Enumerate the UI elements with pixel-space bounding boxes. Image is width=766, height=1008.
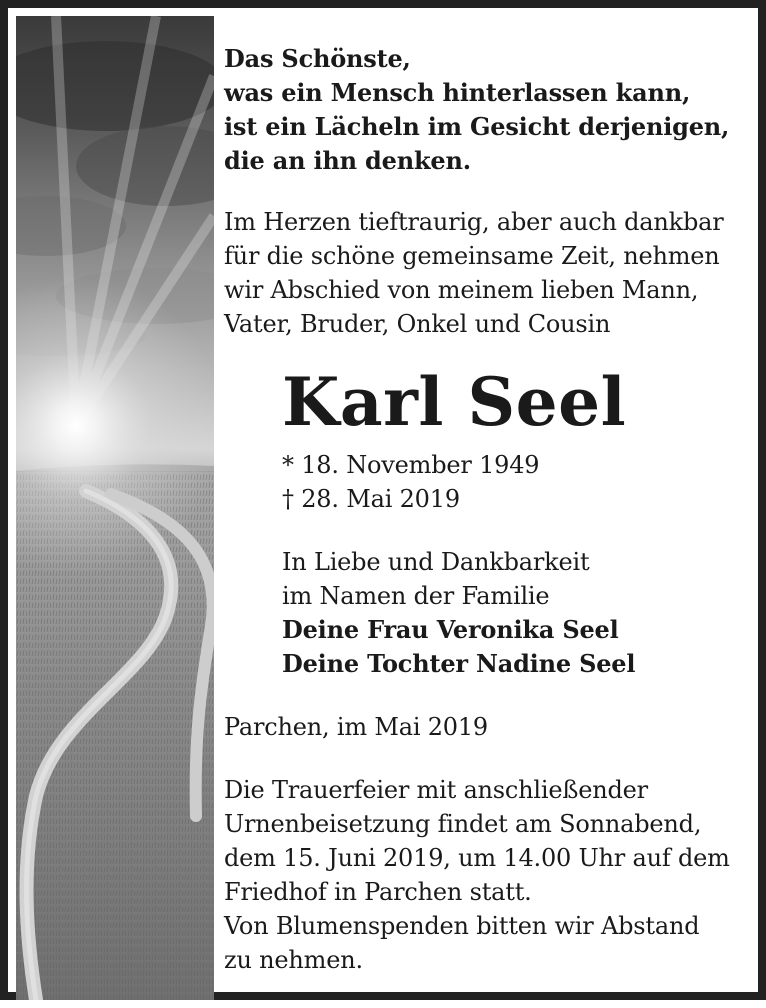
- funeral-line-4: Friedhof in Parchen statt.: [224, 878, 532, 906]
- field-path-photo: [16, 16, 214, 1000]
- quote-line-2: was ein Mensch hinterlassen kann,: [224, 78, 691, 107]
- quote-line-4: die an ihn denken.: [224, 146, 471, 175]
- intro-line-3: wir Abschied von meinem lieben Mann,: [224, 276, 699, 304]
- notice-text: [224, 8, 764, 1008]
- funeral-line-2: Urnenbeisetzung findet am Sonnabend,: [224, 810, 702, 838]
- mourner-name-2: Deine Tochter Nadine Seel: [282, 649, 636, 678]
- intro-line-1: Im Herzen tieftraurig, aber auch dankbar: [224, 208, 724, 236]
- funeral-line-1: Die Trauerfeier mit anschließender: [224, 776, 648, 804]
- birth-date: * 18. November 1949: [282, 451, 540, 479]
- mourner-name-1: Deine Frau Veronika Seel: [282, 615, 619, 644]
- sunrise-field-image: [16, 16, 214, 1000]
- funeral-line-3: dem 15. Juni 2019, um 14.00 Uhr auf dem: [224, 844, 730, 872]
- intro-line-2: für die schöne gemeinsame Zeit, nehmen: [224, 242, 720, 270]
- quote-line-1: Das Schönste,: [224, 44, 411, 73]
- place-date: Parchen, im Mai 2019: [224, 713, 488, 741]
- deceased-name: Karl Seel: [282, 363, 627, 441]
- mourners-line-2: im Namen der Familie: [282, 582, 550, 610]
- quote-line-3: ist ein Lächeln im Gesicht derjenigen,: [224, 112, 730, 141]
- funeral-line-5: Von Blumenspenden bitten wir Abstand: [224, 912, 700, 940]
- death-date: † 28. Mai 2019: [282, 485, 460, 513]
- mourners-line-1: In Liebe und Dankbarkeit: [282, 548, 590, 576]
- funeral-line-6: zu nehmen.: [224, 946, 363, 974]
- intro-line-4: Vater, Bruder, Onkel und Cousin: [224, 310, 611, 338]
